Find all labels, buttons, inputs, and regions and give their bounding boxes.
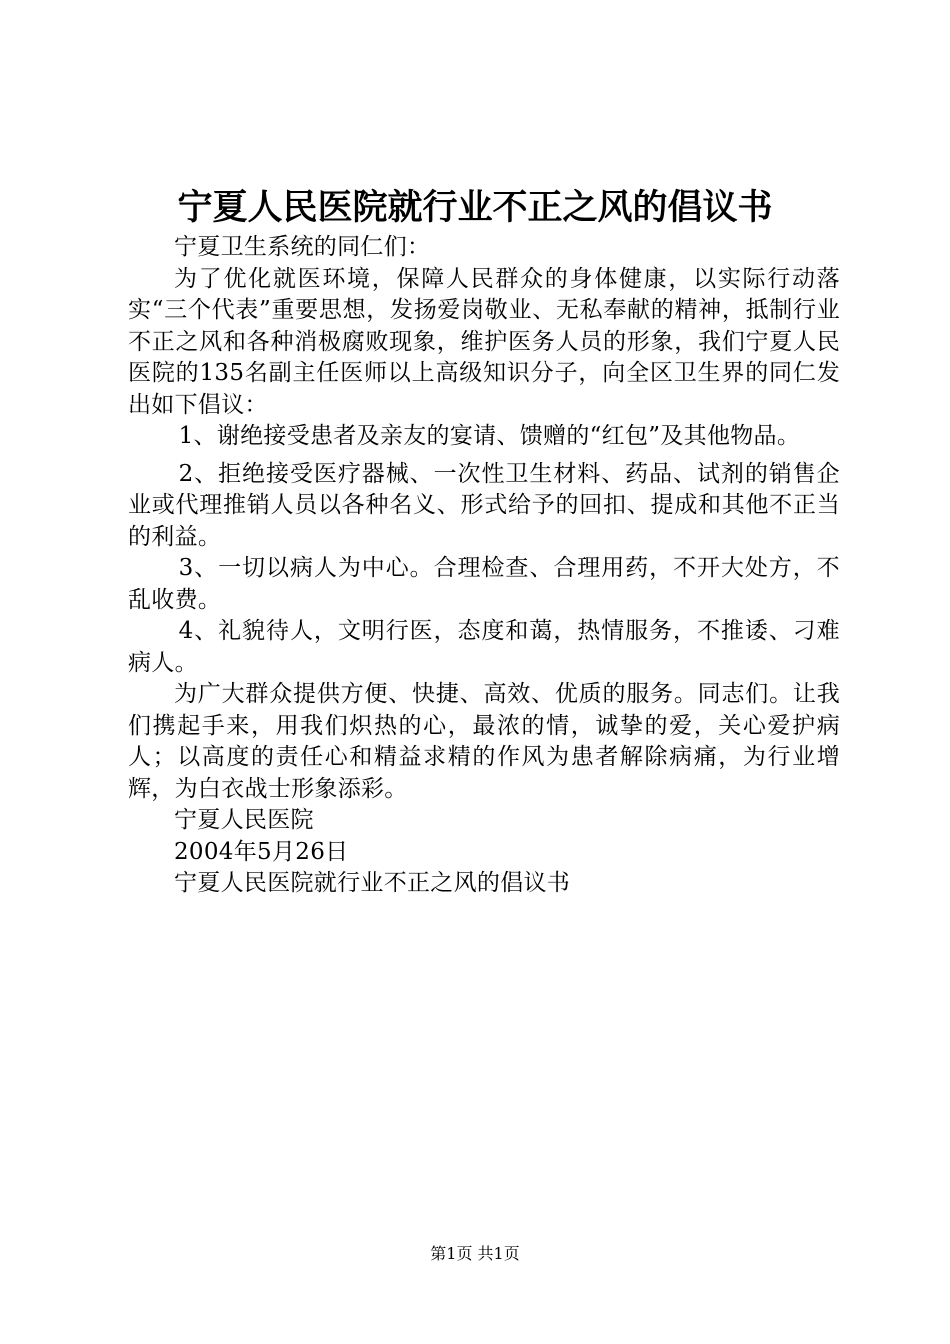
signature: 宁夏人民医院	[174, 807, 314, 833]
repeat-title: 宁夏人民医院就行业不正之风的倡议书	[174, 870, 571, 896]
date: 2004年5月26日	[174, 838, 349, 865]
proposal-item-2: 2、拒绝接受医疗器械、一次性卫生材料、药品、试剂的销售企业或代理推销人员以各种名义、形式给予的回扣、提成和其他不正当的利益。	[128, 460, 840, 550]
intro-paragraph: 为了优化就医环境，保障人民群众的身体健康，以实际行动落实“三个代表”重要思想，发扬爱岗敬业、无私奉献的精神，抵制行业不正之风和各种消极腐败现象，维护医务人员的形象，我们宁夏人民医院的135名副主任医师以上高级知识分子，向全区卫生界的同仁发出如下倡议：	[128, 265, 840, 418]
page-number: 第1页 共1页	[430, 1244, 520, 1263]
proposal-item-3: 3、一切以病人为中心。合理检查、合理用药，不开大处方，不乱收费。	[128, 555, 840, 613]
proposal-item-1: 1、谢绝接受患者及亲友的宴请、馈赠的“红包”及其他物品。	[178, 423, 801, 449]
salutation: 宁夏卫生系统的同仁们：	[174, 234, 431, 260]
proposal-item-4: 4、礼貌待人，文明行医，态度和蔼，热情服务，不推诿、刁难病人。	[128, 618, 840, 676]
document-title: 宁夏人民医院就行业不正之风的倡议书	[177, 188, 773, 228]
closing-paragraph: 为广大群众提供方便、快捷、高效、优质的服务。同志们。让我们携起手来，用我们炽热的心，最浓的情，诚挚的爱，关心爱护病人；以高度的责任心和精益求精的作风为患者解除病痛，为行业增辉，为白衣战士形象添彩。	[128, 681, 840, 802]
document-body	[128, 232, 840, 900]
